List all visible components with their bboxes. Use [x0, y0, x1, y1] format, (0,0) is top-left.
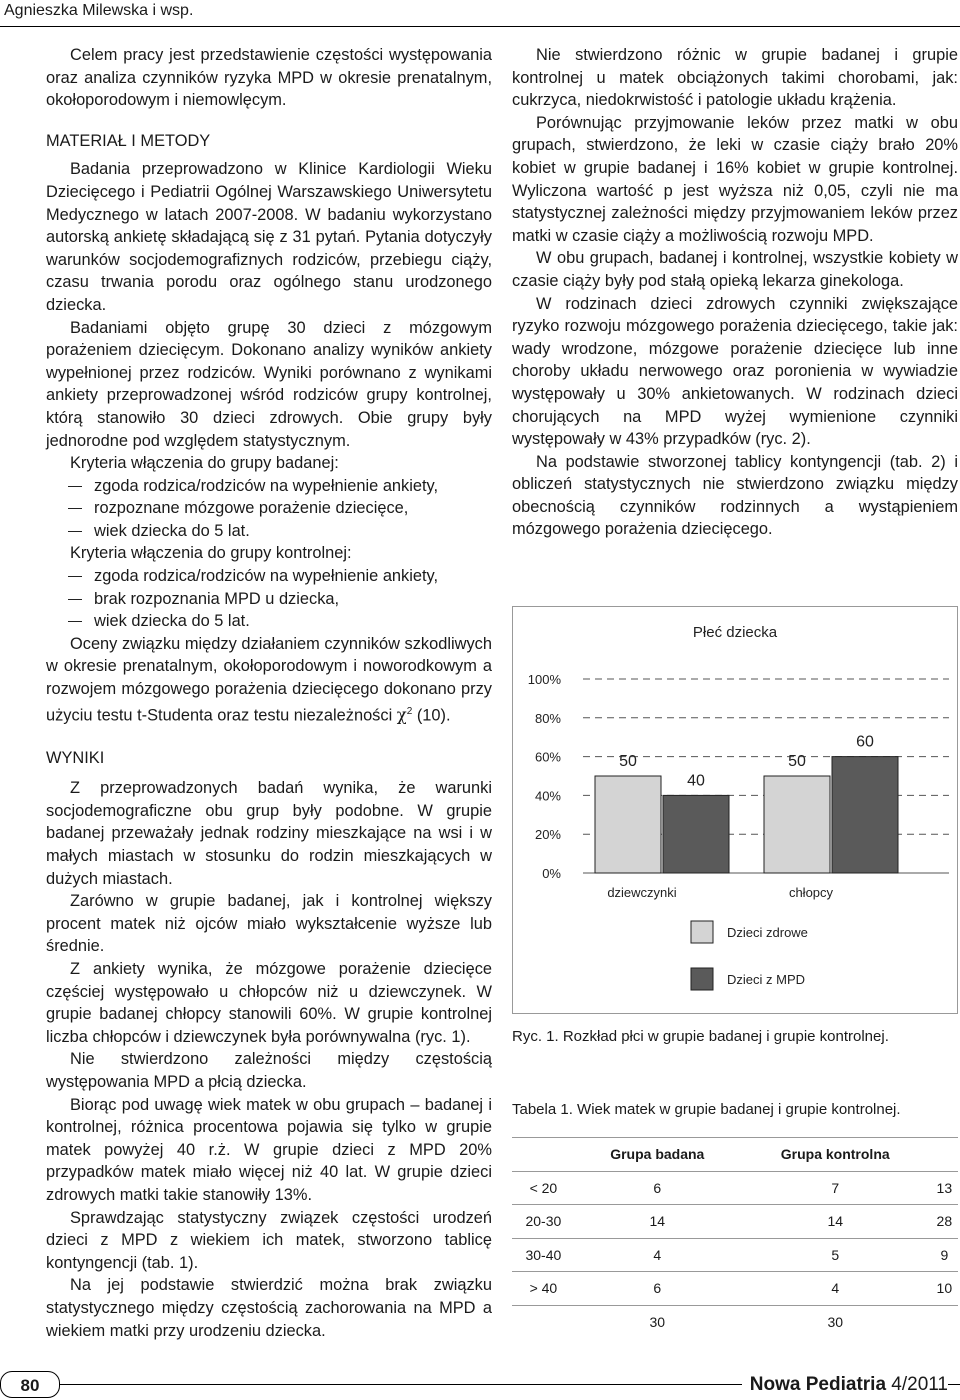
table-row	[512, 1238, 958, 1272]
bar-value-label: 50	[619, 753, 637, 770]
table-cell: 6	[575, 1272, 740, 1306]
list-item: zgoda rodzica/rodziców na wypełnienie ankiety,	[46, 565, 492, 588]
table-caption: Tabela 1. Wiek matek w grupie badanej i grupie kontrolnej.	[512, 1101, 901, 1118]
category-label: dziewczynki	[607, 885, 677, 900]
list-item: wiek dziecka do 5 lat.	[46, 610, 492, 633]
journal-issue: 4/2011	[891, 1374, 948, 1395]
table-cell: < 20	[512, 1171, 575, 1205]
table-total-row	[512, 1305, 958, 1338]
methods-p3-text: Oceny związku między działaniem czynników szkodliwych w okresie prenatalnym, okołoporodowym i noworodkowym a rozwojem mózgowego porażenia dziecięcego dokonano przy użyciu testu t-Studenta oraz testu niezależności	[46, 634, 492, 725]
bar-value-label: 50	[788, 753, 806, 770]
table-cell: 28	[931, 1205, 958, 1239]
results-paragraph: Biorąc pod uwagę wiek matek w obu grupach – badanej i kontrolnej, różnica procentowa pojawia się tylko w grupie matek powyżej 40 r.ż. W grupie dzieci z MPD 20% przypadków matek miało więcej niż 40 lat. W grupie dzieci zdrowych matki takie stanowiły 13%.	[46, 1095, 492, 1204]
results-paragraph: Zarówno w grupie badanej, jak i kontrolnej większy procent matek niż ojców miało wykształcenie wyższe lub średnie.	[46, 892, 492, 956]
figure-1	[512, 606, 958, 1014]
table-cell: 6	[575, 1171, 740, 1205]
table-cell: 4	[740, 1272, 931, 1306]
list-item: brak rozpoznania MPD u dziecka,	[46, 588, 492, 611]
bar-value-label: 40	[687, 772, 705, 790]
journal-title: Nowa Pediatria	[749, 1374, 887, 1395]
criteria-study-label: Kryteria włączenia do grupy badanej:	[70, 454, 339, 473]
table-cell: 10	[931, 1272, 958, 1306]
bar-dzieci-zdrowe	[595, 776, 661, 873]
list-item: zgoda rodzica/rodziców na wypełnienie ankiety,	[46, 475, 492, 498]
table-cell	[931, 1305, 958, 1338]
y-tick-label: 40%	[534, 788, 561, 804]
chi-superscript: 2	[406, 705, 413, 717]
results-paragraph: Z przeprowadzonych badań wynika, że warunki socjodemograficzne obu grup były podobne. W grupie badanej przeważały jednak rodziny mieszkające na wsi i w małych miastach w stosunku do rodzin mieszkających w dużych miastach.	[46, 779, 492, 888]
body-paragraph: Porównując przyjmowanie leków przez matki w obu grupach, stwierdzono, że leki w czasie ciąży brało 20% kobiet w grupie badanej i 16% kobiet w grupie kontrolnej. Wyliczona wartość p jest wyższa niż 0,05, czyli nie ma statystycznej zależności między przyjmowaniem leków przez matki w czasie ciąży a możliwością rozwoju MPD.	[512, 113, 958, 245]
table-cell: 13	[931, 1171, 958, 1205]
table-cell: 9	[931, 1238, 958, 1272]
chart-title: Płeć dziecka	[692, 624, 778, 641]
journal-name	[742, 1374, 948, 1396]
table-cell	[512, 1305, 575, 1338]
y-tick-label: 80%	[534, 710, 561, 726]
table-cell: 7	[740, 1171, 931, 1205]
bar-dzieci-z-mpd	[663, 795, 729, 873]
page-number: 80	[0, 1371, 60, 1398]
y-tick-label: 0%	[542, 866, 561, 881]
results-heading: WYNIKI	[46, 748, 105, 767]
figure-caption: Ryc. 1. Rozkład płci w grupie badanej i grupie kontrolnej.	[512, 1028, 889, 1045]
methods-paragraph-1: Badania przeprowadzono w Klinice Kardiologii Wieku Dziecięcego i Pediatrii Ogólnej Warszawskiego Uniwersytetu Medycznego w latach 2007-2008. W badaniu wykorzystano autorską ankietę składającą się z 31 pytań. Pytania dotyczyły warunków socjodemografiznych rodziców, przebiegu ciąży, czasu trwania porodu oraz ogólnego stanu urodzonego dziecka.	[46, 160, 492, 314]
table-cell: 4	[575, 1238, 740, 1272]
table-cell: 20-30	[512, 1205, 575, 1239]
right-column	[512, 44, 958, 541]
table-row	[512, 1171, 958, 1205]
criteria-control-label: Kryteria włączenia do grupy kontrolnej:	[70, 544, 352, 563]
age-table	[512, 1137, 958, 1338]
table-row	[512, 1272, 958, 1306]
body-paragraph: Nie stwierdzono różnic w grupie badanej i grupie kontrolnej u matek obciążonych takimi chorobami, jak: cukrzyca, niedokrwistość i patologie układu krążenia.	[512, 46, 958, 110]
bar-value-label: 60	[856, 733, 874, 751]
results-paragraph: Sprawdzając statystyczny związek częstości urodzeń dzieci z MPD z wiekiem ich matek, stworzono tablicę kontyngencji (tab. 1).	[46, 1208, 492, 1272]
left-column	[46, 44, 492, 1342]
body-paragraph: Na podstawie stworzonej tablicy kontyngencji (tab. 2) i obliczeń statystycznych nie stwierdzono związku między obecnością czynników rodzinnych a wystąpieniem mózgowego porażenia dziecięcego.	[512, 452, 958, 539]
table-cell: 30-40	[512, 1238, 575, 1272]
table-cell: 5	[740, 1238, 931, 1272]
methods-heading: MATERIAŁ I METODY	[46, 131, 211, 150]
intro-paragraph: Celem pracy jest przedstawienie częstości występowania oraz analiza czynników ryzyka MPD w okresie prenatalnym, okołoporodowym i niemowlęcym.	[46, 46, 492, 110]
legend-swatch	[691, 968, 713, 990]
table-cell: > 40	[512, 1272, 575, 1306]
results-paragraph: Nie stwierdzono zależności między częstością występowania MPD a płcią dziecka.	[46, 1050, 492, 1091]
sex-distribution-chart	[513, 607, 957, 1013]
table-header-cell: Grupa badana	[575, 1138, 740, 1172]
table-header-cell: Grupa kontrolna	[740, 1138, 931, 1172]
results-paragraph: Na jej podstawie stwierdzić można brak związku statystycznego między częstością zachorowania na MPD a wiekiem matki przy urodzeniu dziecka.	[46, 1276, 492, 1340]
table-cell: 30	[575, 1305, 740, 1338]
y-tick-label: 100%	[527, 672, 561, 687]
legend-label: Dzieci zdrowe	[727, 925, 808, 940]
list-item: rozpoznane mózgowe porażenie dziecięce,	[46, 497, 492, 520]
methods-p3-citation: (10).	[416, 706, 451, 725]
y-tick-label: 20%	[534, 827, 561, 843]
category-label: chłopcy	[788, 885, 834, 900]
y-tick-label: 60%	[534, 749, 561, 765]
table-row	[512, 1205, 958, 1239]
table-header-cell	[512, 1138, 575, 1172]
table-header-row	[512, 1138, 958, 1172]
header-rule	[0, 26, 960, 27]
legend-label: Dzieci z MPD	[727, 972, 806, 987]
legend-swatch	[691, 921, 713, 943]
methods-paragraph-3	[46, 633, 492, 727]
table-cell: 14	[740, 1205, 931, 1239]
running-header: Agnieszka Milewska i wsp.	[4, 2, 194, 19]
body-paragraph: W rodzinach dzieci zdrowych czynniki zwiększające ryzyko rozwoju mózgowego porażenia dziecięcego, takie jak: wady wrodzone, mózgowe porażenie dziecięce lub inne choroby układu nerwowego oraz poronienia w wywiadzie występowały u 30% ankietowanych. W rodzinach dzieci chorujących na MPD wyżej wymienione czynniki występowały w 43% przypadków (ryc. 2).	[512, 294, 958, 449]
table-header-cell	[931, 1138, 958, 1172]
body-paragraph: W obu grupach, badanej i kontrolnej, wszystkie kobiety w czasie ciąży były pod stałą opieką lekarza ginekologa.	[512, 249, 958, 290]
chi-symbol: χ	[396, 705, 407, 725]
criteria-control-list	[46, 565, 492, 633]
results-paragraph: Z ankiety wynika, że mózgowe porażenie dziecięce częściej występowało u chłopców niż u dziewczynek. W grupie badanej chłopcy stanowili 60%. W grupie kontrolnej liczba chłopców i dziewczynek była porównywalna (ryc. 1).	[46, 960, 492, 1046]
bar-dzieci-zdrowe	[764, 776, 830, 873]
methods-paragraph-2: Badaniami objęto grupę 30 dzieci z mózgowym porażeniem dziecięcym. Dokonano analizy wyników ankiety wypełnionej przez rodziców. Wyniki porównano z wynikami ankiety przeprowadzonej wśród rodziców grupy kontrolnej, którą stanowiło 30 dzieci zdrowych. Obie grupy były jednorodne pod względem statystycznym.	[46, 318, 492, 450]
list-item: wiek dziecka do 5 lat.	[46, 520, 492, 543]
criteria-study-list	[46, 475, 492, 543]
table-cell: 14	[575, 1205, 740, 1239]
bar-dzieci-z-mpd	[832, 757, 898, 873]
table-cell: 30	[740, 1305, 931, 1338]
